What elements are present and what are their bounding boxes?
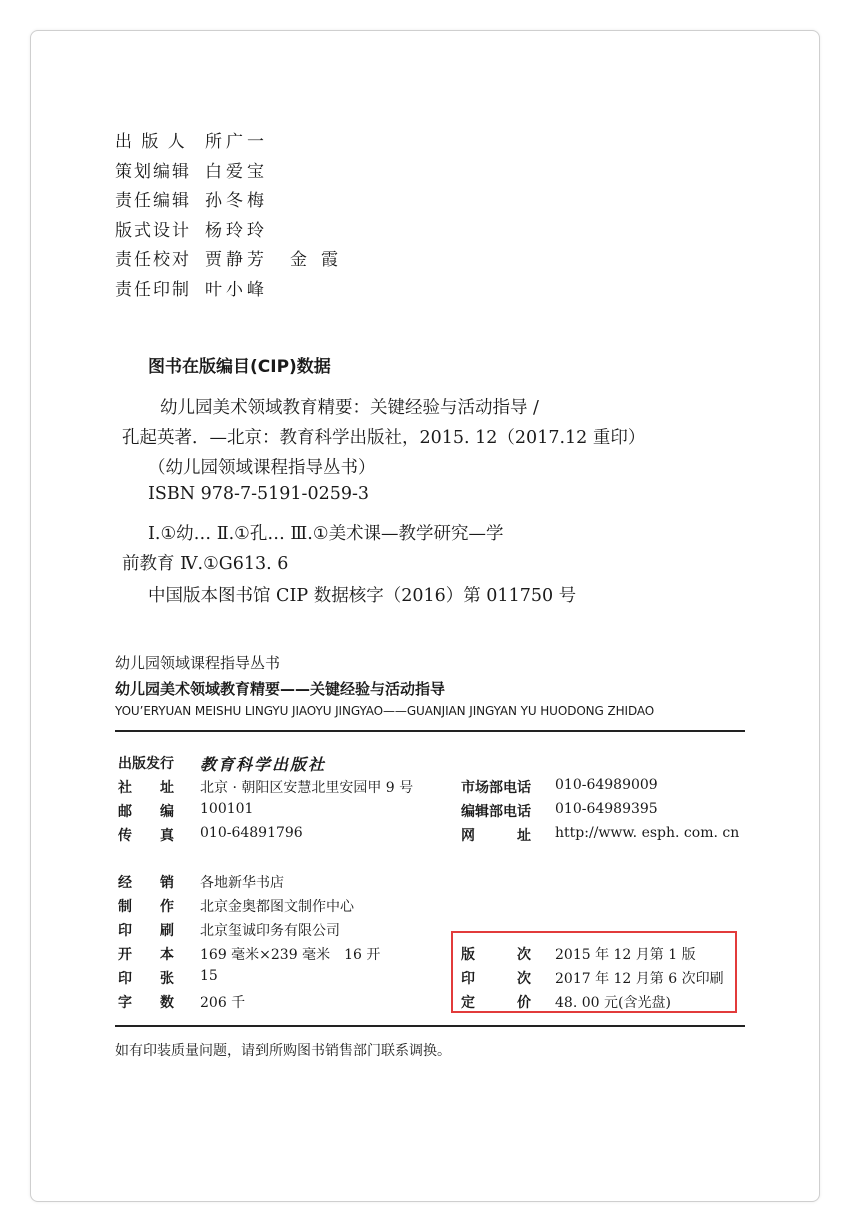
format-value: 169 毫米×239 毫米 16 开 — [200, 947, 381, 963]
cip-line: Ⅰ.①幼… Ⅱ.①孔… Ⅲ.①美术课—教学研究—学 — [148, 524, 504, 544]
postcode-value: 100101 — [200, 801, 254, 817]
website-label: 网 址 — [461, 828, 531, 844]
words-label: 字 数 — [118, 995, 174, 1011]
fax-value: 010-64891796 — [200, 825, 303, 841]
credit-role: 策划编辑 — [115, 161, 191, 182]
credit-name: 孙冬梅 — [205, 191, 268, 211]
distributor-value: 各地新华书店 — [200, 875, 284, 891]
sheets-label: 印 张 — [118, 971, 174, 987]
credit-name: 叶小峰 — [205, 279, 268, 300]
credit-name: 杨玲玲 — [205, 220, 268, 241]
credit-name: 所广一 — [205, 132, 268, 152]
words-value: 206 千 — [200, 995, 246, 1011]
credit-role: 责任印制 — [115, 279, 191, 300]
sheets-value: 15 — [200, 968, 218, 984]
credit-name: 贾静芳 — [205, 250, 268, 270]
format-label: 开 本 — [118, 947, 174, 963]
market-phone-label: 市场部电话 — [461, 780, 531, 796]
price-label: 定 价 — [461, 995, 531, 1011]
divider — [115, 730, 745, 732]
divider — [115, 1025, 745, 1027]
distributor-label: 经 销 — [118, 875, 174, 891]
credit-row — [115, 128, 352, 158]
print-value: 2017 年 12 月第 6 次印刷 — [555, 971, 724, 987]
edition-label: 版 次 — [461, 947, 531, 963]
credit-role: 责任校对 — [115, 250, 191, 270]
cip-line: 幼儿园美术领域教育精要：关键经验与活动指导 / — [160, 398, 539, 418]
credit-row — [115, 246, 352, 276]
maker-label: 制 作 — [118, 899, 174, 915]
postcode-label: 邮 编 — [118, 804, 174, 820]
credit-row — [115, 276, 352, 306]
credit-row — [115, 217, 352, 247]
website-value: http://www. esph. com. cn — [555, 825, 740, 841]
printer-value: 北京玺诚印务有限公司 — [200, 923, 340, 939]
editorial-phone-label: 编辑部电话 — [461, 804, 531, 820]
credit-row — [115, 158, 352, 188]
cip-line: （幼儿园领域课程指导丛书） — [148, 458, 376, 478]
print-label: 印 次 — [461, 971, 531, 987]
printer-label: 印 刷 — [118, 923, 174, 939]
credit-name-secondary: 金霞 — [290, 250, 352, 270]
price-value: 48. 00 元(含光盘) — [555, 995, 671, 1011]
credit-name: 白爱宝 — [205, 161, 268, 182]
cip-line: 孔起英著．—北京：教育科学出版社，2015. 12（2017.12 重印） — [122, 428, 646, 448]
credit-role: 责任编辑 — [115, 191, 191, 211]
edition-value: 2015 年 12 月第 1 版 — [555, 947, 696, 963]
fax-label: 传 真 — [118, 828, 174, 844]
market-phone-value: 010-64989009 — [555, 777, 658, 793]
footer-note: 如有印装质量问题，请到所购图书销售部门联系调换。 — [115, 1043, 451, 1059]
credit-role: 版式设计 — [115, 220, 191, 241]
cip-isbn: ISBN 978-7-5191-0259-3 — [148, 484, 370, 504]
series-name: 幼儿园领域课程指导丛书 — [115, 654, 281, 672]
cip-line: 前教育 Ⅳ.①G613. 6 — [122, 554, 289, 574]
credits-list — [115, 128, 352, 305]
publisher-label: 出版发行 — [118, 756, 174, 772]
credit-role: 出 版 人 — [115, 132, 187, 152]
cip-heading: 图书在版编目(CIP)数据 — [148, 357, 331, 377]
book-title: 幼儿园美术领域教育精要——关键经验与活动指导 — [115, 680, 446, 698]
cip-line: 中国版本图书馆 CIP 数据核字（2016）第 011750 号 — [148, 586, 577, 606]
address-value: 北京 · 朝阳区安慧北里安园甲 9 号 — [200, 780, 414, 796]
publisher-name: 教育科学出版社 — [200, 755, 327, 774]
book-title-pinyin: YOU’ERYUAN MEISHU LINGYU JIAOYU JINGYAO——GUANJIAN JINGYAN YU HUODONG ZHIDAO — [115, 704, 655, 718]
address-label: 社 址 — [118, 780, 174, 796]
maker-value: 北京金奥都图文制作中心 — [200, 899, 354, 915]
editorial-phone-value: 010-64989395 — [555, 801, 658, 817]
credit-row — [115, 187, 352, 217]
